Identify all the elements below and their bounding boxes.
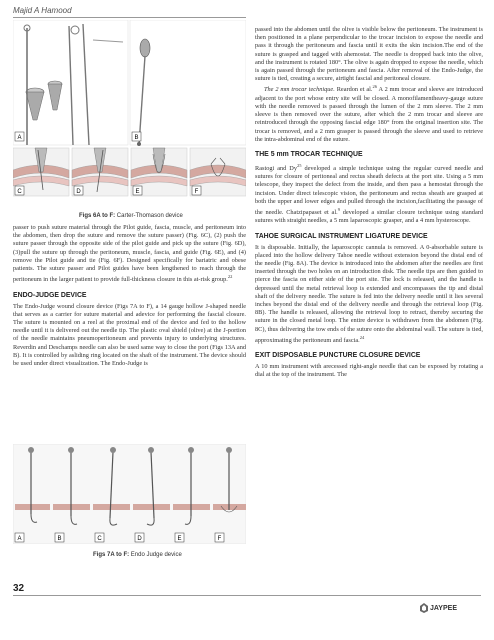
heading-5mm-trocar: THE 5 mm TROCAR TECHNIQUE bbox=[255, 150, 363, 158]
figure-7-illustration bbox=[13, 444, 246, 544]
page-number: 32 bbox=[13, 583, 25, 594]
right-paragraph-3: Rastogi and Dy$^{25}$ developed a simple technique using the regular curved needle and sutures for closure of peritoneal and rectus sheath defects at the port site. Using a 5 mm telescope, they inspect the defect from the inside, and then pass a hemostat through the incision. Under direct telescopic vision, the peritoneum and rectus sheath are grasped at both the upper and lower edges and pulled through the incision,facilitating the passage of the needle. Chatzipapaset et al.$^9$ developed a similar closure technique using standard sutures with straight needles, a 5 mm laparoscopic grasper, and a 4 mm hysteroscope. bbox=[255, 162, 483, 225]
jaypee-logo-icon bbox=[420, 603, 428, 613]
fig7-label-d: D bbox=[137, 536, 142, 542]
fig6-label-d: D bbox=[76, 189, 81, 195]
right-column bbox=[255, 26, 483, 379]
fig6-label-f: F bbox=[194, 189, 199, 195]
figure-7-caption-text: Endo Judge device bbox=[129, 552, 182, 558]
heading-exit-disposable: EXIT DISPOSABLE PUNCTURE CLOSURE DEVICE bbox=[255, 352, 421, 360]
publisher-logo bbox=[420, 603, 457, 613]
figure-6-caption bbox=[79, 213, 246, 219]
fig7-label-b: B bbox=[57, 536, 62, 542]
fig6-label-b: B bbox=[134, 135, 139, 141]
reference-9: 9 bbox=[337, 207, 340, 213]
header-rule bbox=[13, 17, 246, 18]
left-column bbox=[13, 20, 246, 368]
right-paragraph-1: passed into the abdomen until the olive is visible below the peritoneum. The instrument is then positioned in a plane perpendicular to the trocar incision to expose the needle and pass it through the peritoneum and fascia until it exits the skin incision.The end of the suture is grasped and tagged with ahemostat. The needle is dropped back into the olive, and the instrument is rotated 180°. The olive is again dropped to expose the needle, which is again passed through the peritoneum and fascia. After removal of the Endo-Judge, the suture is tied, creating a secure, airtight fascial and peritoneal closure. bbox=[255, 26, 483, 83]
reference-22: 22 bbox=[227, 274, 233, 280]
heading-tahoe: TAHOE SURGICAL INSTRUMENT LIGATURE DEVICE bbox=[255, 232, 428, 240]
figure-7-caption bbox=[93, 552, 246, 558]
right-paragraph-4: It is disposable. Initially, the laparoscopic cannula is removed. A 0-absorbable suture is placed into the hollow delivery Tahoe needle without extension beyond the distal end of the needle (Fig. 8A). The device is introduced into the abdomen after the needles are first inserted through the two holes on an introduction disk. The needle tips are then guided to pierce the fascia on either side of the port site. The lock is released, and the handle is depressed until the metal retrieval loop is extended and encompasses the tip and distal shaft of the delivery needle. The suture is fed into the delivery needle until it lies several inches beyond the distal end of the delivery needle and through the retrieval loop (Fig. 8B). The handle is released, allowing the retrieval loop to retract, thereby securing the suture in the closed metal loop. The entire device is withdrawn from the abdomen (Fig. 8C), thus delivering the tow ends of the suture onto the abdominal wall. The suture is tied, approximating the peritoneum and fascia.$^{24}$ bbox=[255, 243, 483, 344]
fig6-label-e: E bbox=[135, 189, 140, 195]
heading-endo-judge: ENDO-JUDGE DEVICE bbox=[13, 291, 87, 299]
fig7-label-a: A bbox=[17, 536, 22, 542]
figure-6-caption-label: Figs 6A to F: bbox=[79, 213, 116, 219]
fig7-label-f: F bbox=[217, 536, 222, 542]
fig6-label-c: C bbox=[17, 189, 22, 195]
two-mm-technique-title: The 2 mm trocar technique. bbox=[264, 86, 335, 94]
running-head: Majid A Hamood bbox=[13, 6, 72, 15]
fig7-label-c: C bbox=[97, 536, 102, 542]
left-paragraph-2: The Endo-Judge wound closure device (Figs 7A to F), a 14 gauge hollow J-shaped needle that serves as a carrier for suture material and adevice for performing the fascial closure. The suture is mounted on a reel at the proximal end of the device and fed to the hollow needle until it is delivered out the needle tip. The plastic oval shield (olive) at the J-portion of the needle maintains pneumoperitoneum and prevents injury to underlying structures. Reverdin and Deschamps needle can also be used same way to close the port (Figs 13A and B). It is controlled by asliding ring located on the shaft of the instrument. The device should be used under direct visualization. The Endo-Judge is bbox=[13, 302, 246, 367]
passer-tip bbox=[137, 142, 141, 146]
reference-25: 25 bbox=[296, 162, 302, 168]
footer-rule bbox=[13, 595, 481, 596]
left-paragraph-1: passer to push suture material through the Pilot guide, fascia, muscle, and peritoneum into the abdomen, then drop the suture and remove the suture passer) (Fig. 6C), (2) push the suture passer through the opposite side of the pilot guide and pick up the suture (Fig. 6D), (3)pull the suture up through the peritoneum, muscle, fascia, and guide (Fig. 6E), and (4) remove the Pilot guide and tie (Fig. 6F). Designed specifically for bariatric and obese patients. The suture passer and Pilot guides have been lengthened to reach through the peritoneum in the larger patient to provide full-thickness closure in this at-risk group.$^{22}$ bbox=[13, 224, 246, 284]
right-paragraph-5: A 10 mm instrument with arecessed right-angle needle that can be exposed by rotating a dial at the top of the instrument. The bbox=[255, 363, 483, 379]
figure-6 bbox=[13, 20, 246, 218]
fig6-label-a: A bbox=[17, 135, 22, 141]
figure-6-caption-text: Carter-Thomason device bbox=[115, 213, 183, 219]
reference-24: 24 bbox=[359, 334, 365, 340]
passer-handle bbox=[140, 39, 150, 57]
figure-7 bbox=[13, 444, 246, 557]
right-paragraph-2: The 2 mm trocar technique. Reardon et al.$^{26}$ A 2 mm trocar and sleeve are introduced adjacent to the port whose entry site will be closed. A monofilamentheavy-gauge suture with the needle removed is passed through the lumen of the 2 mm sleeve. The 2 mm sleeve is then removed over the suture, after which the 2 mm trocar and sleeve are reintroduced through the opposing fascial edge 180° from the original insertion site. The trocar is removed, and a 2 mm grasper is passed through the sleeve and used to retrieve the intra-abdominal end of the suture. bbox=[255, 84, 484, 143]
figure-7-caption-label: Figs 7A to F: bbox=[93, 552, 130, 558]
publisher-name: JAYPEE bbox=[430, 604, 457, 612]
figure-6-illustration bbox=[13, 20, 246, 206]
panel-b-frame bbox=[130, 20, 246, 145]
reference-26: 26 bbox=[372, 84, 377, 90]
fig7-label-e: E bbox=[177, 536, 182, 542]
